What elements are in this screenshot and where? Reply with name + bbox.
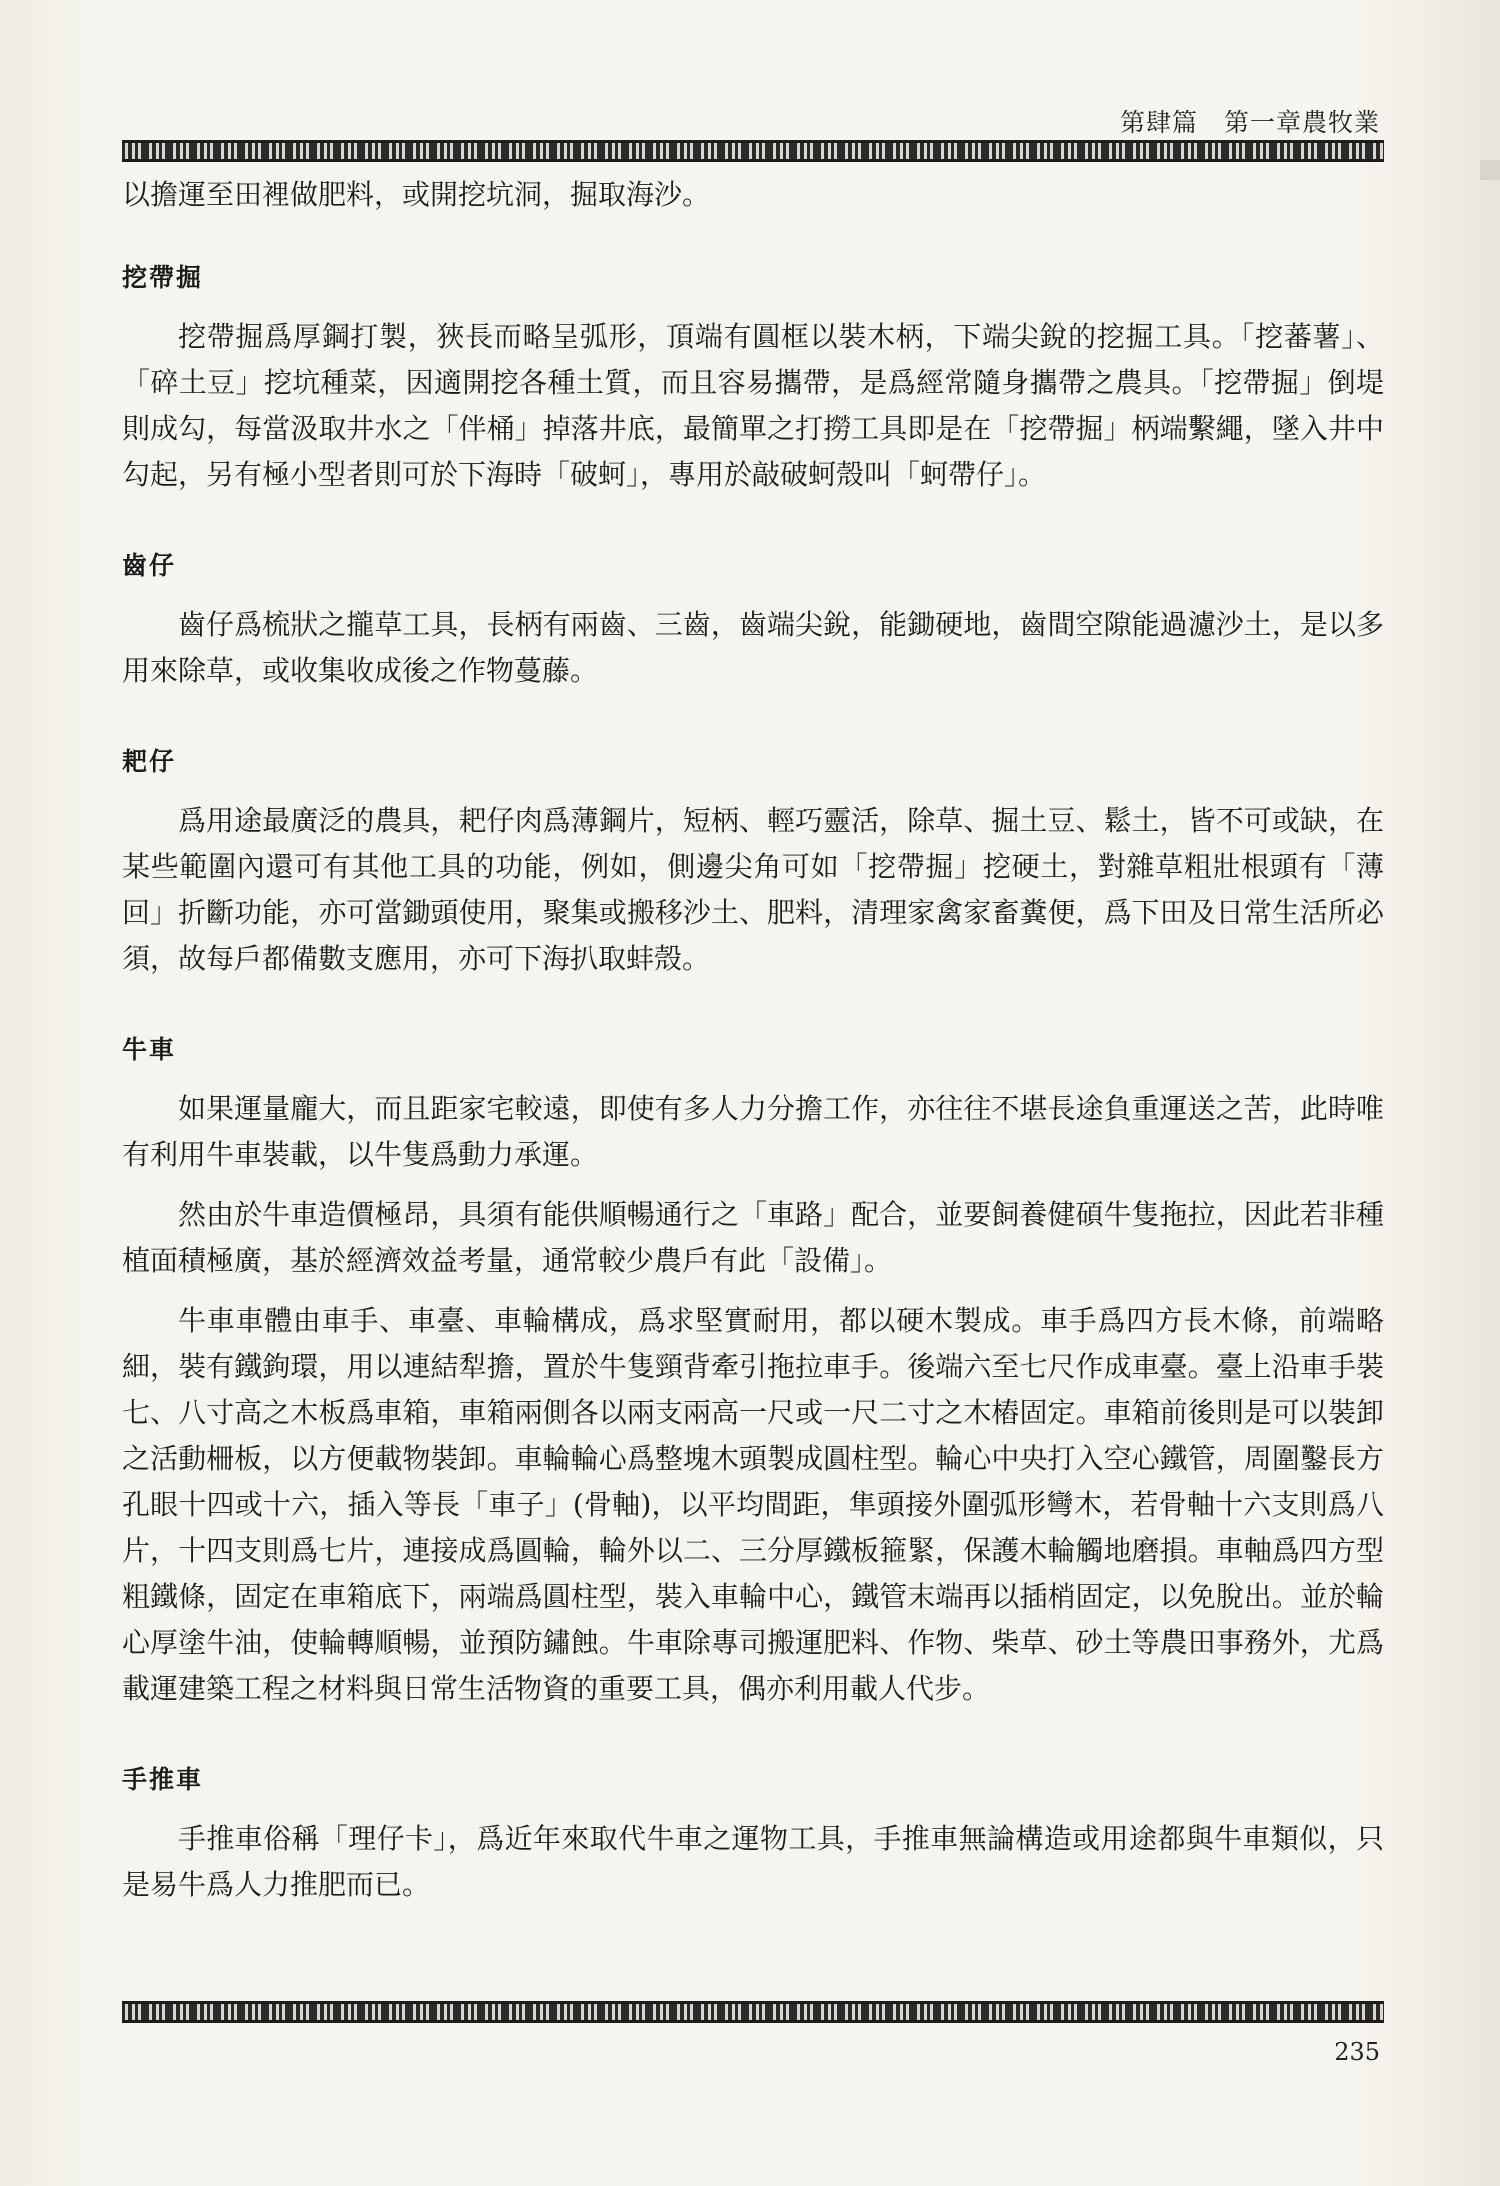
edge-shadow bbox=[1480, 160, 1500, 180]
running-header: 第肆篇 第一章農牧業 bbox=[1119, 108, 1380, 137]
section-heading: 齒仔 bbox=[122, 551, 177, 580]
section-heading: 挖帶掘 bbox=[122, 263, 204, 292]
top-decorative-border bbox=[122, 140, 1384, 162]
section-paragraph: 爲用途最廣泛的農具，耙仔肉爲薄鋼片，短柄、輕巧靈活，除草、掘土豆、鬆土，皆不可或缺，在某些範圍內還可有其他工具的功能，例如，側邊尖角可如「挖帶掘」挖硬土，對雜草粗壯根頭有「薄回」折斷功能，亦可當鋤頭使用，聚集或搬移沙土、肥料，清理家禽家畜糞便，爲下田及日常生活所必須，故每戶都備數支應用，亦可下海扒取蚌殼。 bbox=[122, 804, 1384, 975]
bottom-decorative-border bbox=[122, 2001, 1384, 2023]
section-paragraph: 挖帶掘爲厚鋼打製，狹長而略呈弧形，頂端有圓框以裝木柄，下端尖銳的挖掘工具。「挖蕃薯」、「碎土豆」挖坑種菜，因適開挖各種土質，而且容易攜帶，是爲經常隨身攜帶之農具。「挖帶掘」倒堤則成勾，每當汲取井水之「伴桶」掉落井底，最簡單之打撈工具即是在「挖帶掘」柄端繫繩，墜入井中勾起，另有極小型者則可於下海時「破蚵」，專用於敲破蚵殼叫「蚵帶仔」。 bbox=[122, 320, 1384, 491]
continued-paragraph: 以擔運至田裡做肥料，或開挖坑洞，掘取海沙。 bbox=[122, 178, 711, 211]
section-paragraph: 齒仔爲梳狀之攏草工具，長柄有兩齒、三齒，齒端尖銳，能鋤硬地，齒間空隙能過濾沙土，是以多用來除草，或收集收成後之作物蔓藤。 bbox=[122, 608, 1384, 687]
section-heading: 手推車 bbox=[122, 1765, 204, 1794]
main-text bbox=[122, 172, 1384, 1908]
section-heading: 耙仔 bbox=[122, 747, 177, 776]
section-paragraph: 牛車車體由車手、車臺、車輪構成，爲求堅實耐用，都以硬木製成。車手爲四方長木條，前端略細，裝有鐵鉤環，用以連結犁擔，置於牛隻頸背牽引拖拉車手。後端六至七尺作成車臺。臺上沿車手裝七、八寸高之木板爲車箱，車箱兩側各以兩支兩高一尺或一尺二寸之木樁固定。車箱前後則是可以裝卸之活動柵板，以方便載物裝卸。車輪輪心爲整塊木頭製成圓柱型。輪心中央打入空心鐵管，周圍鑿長方孔眼十四或十六，插入等長「車子」(骨軸)，以平均間距，隼頭接外圍弧形彎木，若骨軸十六支則爲八片，十四支則爲七片，連接成爲圓輪，輪外以二、三分厚鐵板箍緊，保護木輪觸地磨損。車軸爲四方型粗鐵條，固定在車箱底下，兩端爲圓柱型，裝入車輪中心，鐵管末端再以插梢固定，以免脫出。並於輪心厚塗牛油，使輪轉順暢，並預防鏽蝕。牛車除專司搬運肥料、作物、柴草、砂土等農田事務外，尤爲載運建築工程之材料與日常生活物資的重要工具，偶亦利用載人代步。 bbox=[122, 1304, 1384, 1705]
section-paragraph: 如果運量龐大，而且距家宅較遠，即使有多人力分擔工作，亦往往不堪長途負重運送之苦，此時唯有利用牛車裝載，以牛隻爲動力承運。 bbox=[122, 1092, 1384, 1171]
page-number: 235 bbox=[1334, 2038, 1380, 2066]
section-heading: 牛車 bbox=[122, 1035, 177, 1064]
section-paragraph: 手推車俗稱「理仔卡」，爲近年來取代牛車之運物工具，手推車無論構造或用途都與牛車類似，只是易牛爲人力推肥而已。 bbox=[122, 1822, 1384, 1901]
section-paragraph: 然由於牛車造價極昂，具須有能供順暢通行之「車路」配合，並要飼養健碩牛隻拖拉，因此若非種植面積極廣，基於經濟效益考量，通常較少農戶有此「設備」。 bbox=[122, 1198, 1384, 1277]
